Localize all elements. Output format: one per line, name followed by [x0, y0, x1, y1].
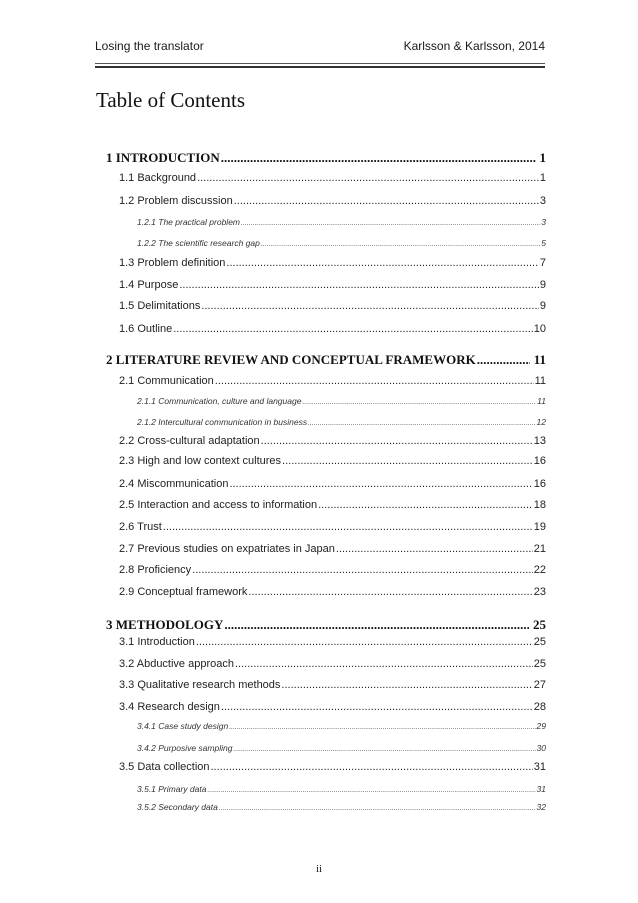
toc-entry-page: 25 — [533, 617, 546, 632]
toc-entry-level-3[interactable] — [137, 743, 546, 753]
toc-entry-page: 7 — [539, 257, 546, 269]
dot-leader — [224, 617, 529, 633]
toc-entry-page: 10 — [533, 323, 546, 335]
toc-entry-page: 1 — [539, 150, 546, 165]
dot-leader — [233, 743, 535, 753]
dot-leader — [248, 586, 532, 598]
toc-entry-label: 2.3 High and low context cultures — [119, 455, 282, 467]
toc-entry-label: 1.3 Problem definition — [119, 257, 226, 269]
toc-entry-level-3[interactable] — [137, 417, 546, 427]
dot-leader — [229, 721, 535, 731]
dot-leader — [221, 701, 533, 713]
dot-leader — [308, 417, 535, 427]
toc-entry-level-2[interactable] — [119, 658, 546, 670]
dot-leader — [207, 784, 535, 794]
toc-entry-page: 25 — [533, 636, 546, 648]
toc-entry-label: 3.5 Data collection — [119, 761, 210, 773]
running-header-title: Losing the translator — [95, 39, 204, 53]
dot-leader — [235, 658, 533, 670]
toc-entry-level-2[interactable] — [119, 300, 546, 312]
toc-entry-level-1[interactable] — [106, 150, 546, 166]
dot-leader — [261, 238, 540, 248]
dot-leader — [196, 636, 533, 648]
toc-entry-label: 2.1.2 Intercultural communication in business — [137, 417, 308, 427]
toc-entry-level-2[interactable] — [119, 435, 546, 447]
toc-entry-level-2[interactable] — [119, 636, 546, 648]
dot-leader — [221, 150, 536, 166]
page-number: ii — [315, 863, 323, 875]
toc-entry-label: 2 LITERATURE REVIEW AND CONCEPTUAL FRAMEWORK — [106, 352, 476, 367]
dot-leader — [302, 396, 536, 406]
toc-entry-level-2[interactable] — [119, 375, 546, 387]
toc-entry-level-2[interactable] — [119, 679, 546, 691]
toc-entry-page: 9 — [539, 300, 546, 312]
toc-entry-level-2[interactable] — [119, 172, 546, 184]
toc-entry-label: 3.4 Research design — [119, 701, 220, 713]
toc-entry-label: 3.5.2 Secondary data — [137, 802, 218, 812]
dot-leader — [281, 679, 532, 691]
toc-entry-level-2[interactable] — [119, 455, 546, 467]
toc-entry-page: 3 — [539, 195, 546, 207]
header-rule — [95, 63, 545, 64]
toc-entry-page: 31 — [536, 784, 546, 794]
toc-entry-label: 1.2 Problem discussion — [119, 195, 233, 207]
toc-entry-page: 16 — [533, 478, 546, 490]
toc-entry-label: 3 METHODOLOGY — [106, 617, 224, 632]
toc-entry-label: 2.9 Conceptual framework — [119, 586, 248, 598]
toc-entry-level-2[interactable] — [119, 195, 546, 207]
toc-entry-page: 18 — [533, 499, 546, 511]
toc-heading: Table of Contents — [96, 88, 245, 112]
dot-leader — [201, 300, 539, 312]
toc-entry-label: 2.2 Cross-cultural adaptation — [119, 435, 260, 447]
toc-entry-page: 21 — [533, 543, 546, 555]
header-rule-thick — [95, 66, 545, 68]
toc-entry-label: 1 INTRODUCTION — [106, 150, 220, 165]
dot-leader — [241, 217, 540, 227]
toc-entry-level-3[interactable] — [137, 238, 546, 248]
toc-entry-level-2[interactable] — [119, 257, 546, 269]
toc-entry-page: 27 — [533, 679, 546, 691]
toc-entry-label: 3.5.1 Primary data — [137, 784, 207, 794]
toc-entry-label: 2.7 Previous studies on expatriates in Japan — [119, 543, 335, 555]
toc-entry-label: 2.5 Interaction and access to information — [119, 499, 318, 511]
toc-entry-label: 3.4.1 Case study design — [137, 721, 229, 731]
dot-leader — [336, 543, 533, 555]
toc-entry-page: 1 — [539, 172, 546, 184]
toc-entry-level-2[interactable] — [119, 478, 546, 490]
toc-entry-page: 25 — [533, 658, 546, 670]
toc-entry-label: 2.1.1 Communication, culture and language — [137, 396, 302, 406]
toc-entry-level-3[interactable] — [137, 217, 546, 227]
dot-leader — [477, 352, 530, 368]
toc-entry-page: 11 — [533, 352, 546, 367]
dot-leader — [215, 375, 534, 387]
toc-entry-level-2[interactable] — [119, 543, 546, 555]
toc-entry-label: 2.1 Communication — [119, 375, 214, 387]
toc-entry-page: 13 — [533, 435, 546, 447]
toc-entry-level-2[interactable] — [119, 521, 546, 533]
dot-leader — [173, 323, 533, 335]
toc-entry-label: 3.3 Qualitative research methods — [119, 679, 281, 691]
toc-entry-label: 2.4 Miscommunication — [119, 478, 229, 490]
toc-entry-label: 3.1 Introduction — [119, 636, 195, 648]
toc-entry-page: 19 — [533, 521, 546, 533]
toc-entry-level-2[interactable] — [119, 564, 546, 576]
toc-entry-label: 2.6 Trust — [119, 521, 162, 533]
toc-entry-level-2[interactable] — [119, 761, 546, 773]
toc-entry-label: 3.4.2 Purposive sampling — [137, 743, 233, 753]
toc-entry-page: 30 — [536, 743, 546, 753]
dot-leader — [234, 195, 539, 207]
toc-entry-label: 1.4 Purpose — [119, 279, 179, 291]
toc-entry-page: 5 — [541, 238, 546, 248]
toc-entry-page: 23 — [533, 586, 546, 598]
dot-leader — [318, 499, 533, 511]
toc-entry-page: 9 — [539, 279, 546, 291]
toc-entry-page: 16 — [533, 455, 546, 467]
toc-entry-level-3[interactable] — [137, 802, 546, 812]
dot-leader — [192, 564, 533, 576]
dot-leader — [226, 257, 538, 269]
toc-entry-level-2[interactable] — [119, 586, 546, 598]
dot-leader — [211, 761, 533, 773]
dot-leader — [163, 521, 533, 533]
dot-leader — [179, 279, 539, 291]
toc-entry-label: 3.2 Abductive approach — [119, 658, 234, 670]
toc-entry-label: 2.8 Proficiency — [119, 564, 192, 576]
toc-entry-level-2[interactable] — [119, 499, 546, 511]
toc-entry-label: 1.5 Delimitations — [119, 300, 201, 312]
toc-entry-level-3[interactable] — [137, 721, 546, 731]
toc-entry-label: 1.2.1 The practical problem — [137, 217, 240, 227]
dot-leader — [219, 802, 536, 812]
toc-entry-level-2[interactable] — [119, 323, 546, 335]
toc-entry-level-2[interactable] — [119, 701, 546, 713]
toc-entry-page: 32 — [536, 802, 546, 812]
toc-entry-level-2[interactable] — [119, 279, 546, 291]
toc-entry-level-3[interactable] — [137, 396, 546, 406]
toc-entry-page: 12 — [536, 417, 546, 427]
toc-entry-page: 29 — [536, 721, 546, 731]
toc-entry-page: 28 — [533, 701, 546, 713]
toc-entry-page: 31 — [533, 761, 546, 773]
toc-entry-page: 11 — [534, 375, 546, 387]
toc-entry-page: 11 — [537, 396, 546, 406]
dot-leader — [229, 478, 532, 490]
toc-entry-level-3[interactable] — [137, 784, 546, 794]
running-header-authors: Karlsson & Karlsson, 2014 — [403, 39, 545, 53]
toc-entry-label: 1.2.2 The scientific research gap — [137, 238, 260, 248]
dot-leader — [261, 435, 533, 447]
dot-leader — [282, 455, 533, 467]
toc-entry-label: 1.1 Background — [119, 172, 197, 184]
dot-leader — [197, 172, 539, 184]
toc-entry-page: 22 — [533, 564, 546, 576]
toc-entry-label: 1.6 Outline — [119, 323, 173, 335]
toc-entry-level-1[interactable] — [106, 352, 546, 368]
toc-entry-level-1[interactable] — [106, 617, 546, 633]
toc-entry-page: 3 — [541, 217, 546, 227]
